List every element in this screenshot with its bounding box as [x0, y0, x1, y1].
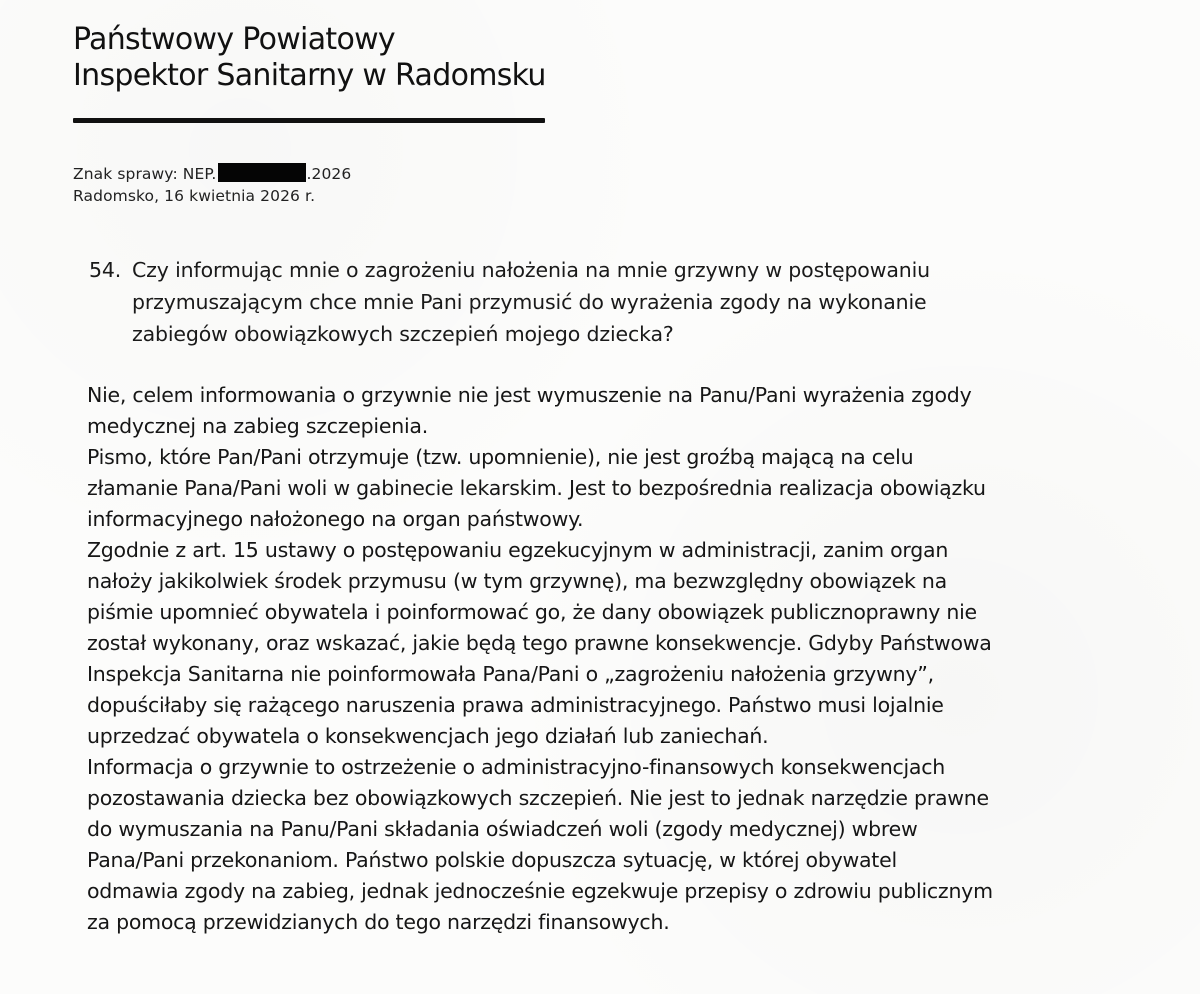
case-reference: [73, 163, 351, 185]
answer-line: Informacja o grzywnie to ostrzeżenie o administracyjno-finansowych konsekwencjach: [87, 755, 945, 779]
question-line: zabiegów obowiązkowych szczepień mojego dziecka?: [132, 322, 674, 346]
header-divider: [73, 118, 545, 123]
answer-line: Zgodnie z art. 15 ustawy o postępowaniu egzekucyjnym w administracji, zanim organ: [87, 538, 949, 562]
answer-line: do wymuszania na Panu/Pani składania oświadczeń woli (zgody medycznej) wbrew: [87, 817, 918, 841]
answer-line: złamanie Pana/Pani woli w gabinecie lekarskim. Jest to bezpośrednia realizacja obowiązku: [87, 476, 986, 500]
question-line: Czy informując mnie o zagrożeniu nałożenia na mnie grzywny w postępowaniu: [132, 258, 930, 282]
document-date: Radomsko, 16 kwietnia 2026 r.: [73, 187, 316, 205]
answer-line: Pismo, które Pan/Pani otrzymuje (tzw. upomnienie), nie jest groźbą mającą na celu: [87, 445, 914, 469]
answer-line: Inspekcja Sanitarna nie poinformowała Pana/Pani o „zagrożeniu nałożenia grzywny”,: [87, 662, 934, 686]
redaction-bar: [218, 163, 306, 182]
issuer-title-line-1: Państwowy Powiatowy: [73, 22, 395, 57]
question-line: przymuszającym chce mnie Pani przymusić do wyrażenia zgody na wykonanie: [132, 290, 927, 314]
answer-line: dopuściłaby się rażącego naruszenia prawa administracyjnego. Państwo musi lojalnie: [87, 693, 944, 717]
answer-line: za pomocą przewidzianych do tego narzędzi finansowych.: [87, 910, 670, 934]
issuer-title: [73, 22, 633, 94]
question-number: 54.: [89, 258, 122, 282]
answer-block: [87, 380, 1157, 938]
case-reference-prefix: Znak sprawy: NEP.: [73, 165, 217, 183]
issuer-title-line-2: Inspektor Sanitarny w Radomsku: [73, 58, 546, 93]
answer-line: został wykonany, oraz wskazać, jakie będą tego prawne konsekwencje. Gdyby Państwowa: [87, 631, 992, 655]
answer-line: piśmie upomnieć obywatela i poinformować go, że dany obowiązek publicznoprawny nie: [87, 600, 977, 624]
question-text: [132, 254, 1042, 350]
answer-line: Pana/Pani przekonaniom. Państwo polskie dopuszcza sytuację, w której obywatel: [87, 848, 897, 872]
answer-line: nałoży jakikolwiek środek przymusu (w tym grzywnę), ma bezwzględny obowiązek na: [87, 569, 947, 593]
answer-line: Nie, celem informowania o grzywnie nie jest wymuszenie na Panu/Pani wyrażenia zgody: [87, 383, 972, 407]
document-metadata: [73, 163, 351, 207]
answer-line: odmawia zgody na zabieg, jednak jednocześnie egzekwuje przepisy o zdrowiu publicznym: [87, 879, 993, 903]
answer-line: uprzedzać obywatela o konsekwencjach jego działań lub zaniechań.: [87, 724, 769, 748]
answer-line: pozostawania dziecka bez obowiązkowych szczepień. Nie jest to jednak narzędzie prawne: [87, 786, 989, 810]
answer-line: medycznej na zabieg szczepienia.: [87, 414, 428, 438]
case-reference-suffix: .2026: [306, 165, 352, 183]
answer-line: informacyjnego nałożonego na organ państwowy.: [87, 507, 584, 531]
